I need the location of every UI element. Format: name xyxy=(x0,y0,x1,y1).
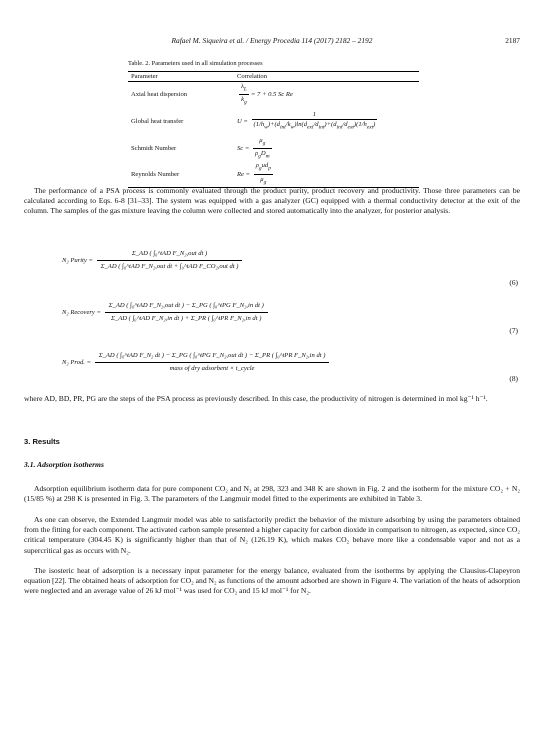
table-cell-parameter: Reynolds Number xyxy=(128,161,234,187)
table-cell-correlation xyxy=(234,82,419,108)
equation-lhs: N₂ Recovery = xyxy=(62,309,101,316)
table-cell-correlation xyxy=(234,136,419,162)
section-title: 3. Results xyxy=(24,437,60,446)
paragraph: where AD, BD, PR, PG are the steps of the PSA process as previously described. In this case, the productivity of nitrogen is determined in mol kg⁻¹ h⁻¹. xyxy=(24,394,488,403)
table-cell-parameter: Global heat transfer xyxy=(131,118,184,126)
equation-lhs: N₂ Prod. = xyxy=(62,359,92,366)
subsection-title: 3.1. Adsorption isotherms xyxy=(24,460,104,469)
correlation-formula: Sc = $\frac{\mu_g}{\rho_gD_m}$ xyxy=(237,136,270,160)
equation-productivity xyxy=(62,350,329,375)
parameters-table xyxy=(128,71,419,188)
table-caption: Table. 2. Parameters used in all simulation processes xyxy=(128,60,263,67)
page-number: 2187 xyxy=(505,36,520,45)
table-row xyxy=(128,161,419,187)
table-cell-correlation xyxy=(234,161,419,187)
paragraph: The performance of a PSA process is commonly evaluated through the product purity, product recovery and productivity. Those three parameters can be calculated according to Eqs. 6-8 [31–33]. The system was equipped with a gas analyzer (GC) equipped with a thermal conductivity detector at the exit of the column. The samples of the gas mixture leaving the column were collected and stored automatically into the analyzer, for posterior analysis. xyxy=(24,186,520,216)
equation-number: (6) xyxy=(509,278,518,287)
table-cell-correlation xyxy=(234,108,419,136)
paragraph: Adsorption equilibrium isotherm data for pure component CO₂ and N₂ at 298, 323 and 348 K are shown in Fig. 2 and the isotherm for the mixture CO₂ + N₂ (15/85 %) at 298 K is presented in Fig. 3. The parameters of the Langmuir model fitted to the experiments are exhibited in Table 3. xyxy=(24,484,520,504)
table-header-parameter: Parameter xyxy=(128,72,234,82)
equation-number: (7) xyxy=(509,326,518,335)
table-header-correlation: Correlation xyxy=(234,72,419,82)
table-row xyxy=(128,82,419,108)
table-row xyxy=(128,108,419,136)
running-header xyxy=(24,36,520,48)
table-cell-parameter: Axial heat dispersion xyxy=(131,91,188,99)
equation-numerator: Σ_AD ( ∫₀^tAD F_N₂,out dt ) xyxy=(97,248,243,261)
correlation-formula: Re = $\frac{\rho_gud_p}{\mu_g}$ xyxy=(237,162,271,185)
running-title: Rafael M. Siqueira et al. / Energy Procedia 114 (2017) 2182 – 2192 xyxy=(171,36,373,45)
table-row xyxy=(128,136,419,162)
table-cell-parameter: Schmidt Number xyxy=(131,144,177,152)
correlation-formula: U = $\frac{1}{(1/h_w)+(d_{int}/k_w)\ln(d_{ext}/d_{int})+(d_{int}/d_{ext})(1/h_{ext})}$ xyxy=(237,111,376,131)
paragraph: As one can observe, the Extended Langmuir model was able to satisfactorily predict the behavior of the mixture adsorbing by using the parameters obtained from the fitting for each component. The activated carbon sample presented a higher capacity for carbon dioxide in comparison to nitrogen, as expected, since CO₂ critical temperature (304.45 K) is significantly higher than that of N₂ (126.19 K), which makes CO₂ behave more like a condensable vapor and not as a supercritical gas as occurs with N₂. xyxy=(24,515,520,555)
equation-purity xyxy=(62,248,242,273)
equation-lhs: N₂ Purity = xyxy=(62,257,93,264)
equation-denominator: Σ_AD ( ∫₀^tAD F_N₂,out dt + ∫₀^tAD F_CO₂,out dt ) xyxy=(100,263,239,270)
equation-denominator: mass of dry adsorbent × t_cycle xyxy=(169,365,255,372)
equation-recovery xyxy=(62,300,268,325)
correlation-formula: $\frac{\lambda_L}{k_g}$ = 7 + 0.5 Sc Re xyxy=(241,83,293,106)
paragraph: The isosteric heat of adsorption is a necessary input parameter for the energy balance, evaluated from the isotherms by applying the Clausius-Clapeyron equation [22]. The obtained heats of adsorption for CO₂ and N₂ as functions of the amount adsorbed are shown in Figure 4. The variation of the heats of adsorption were neglected and an average value of 26 kJ mol⁻¹ was used for CO₂ and 15 kJ mol⁻¹ for N₂. xyxy=(24,566,520,596)
table-header-row xyxy=(128,72,419,82)
equation-number: (8) xyxy=(509,374,518,383)
equation-numerator: Σ_AD ( ∫₀^tAD F_N₂,out dt ) − Σ_PG ( ∫₀^tPG F_N₂,in dt ) xyxy=(105,300,268,313)
equation-denominator: Σ_AD ( ∫₀^tAD F_N₂,in dt ) + Σ_PR ( ∫₀^tPR F_N₂,in dt ) xyxy=(111,315,262,322)
equation-numerator: Σ_AD ( ∫₀^tAD F_N₂ dt ) − Σ_PG ( ∫₀^tPG F_N₂,out dt ) − Σ_PR ( ∫₀^tPR F_N₂,in dt ) xyxy=(95,350,330,363)
